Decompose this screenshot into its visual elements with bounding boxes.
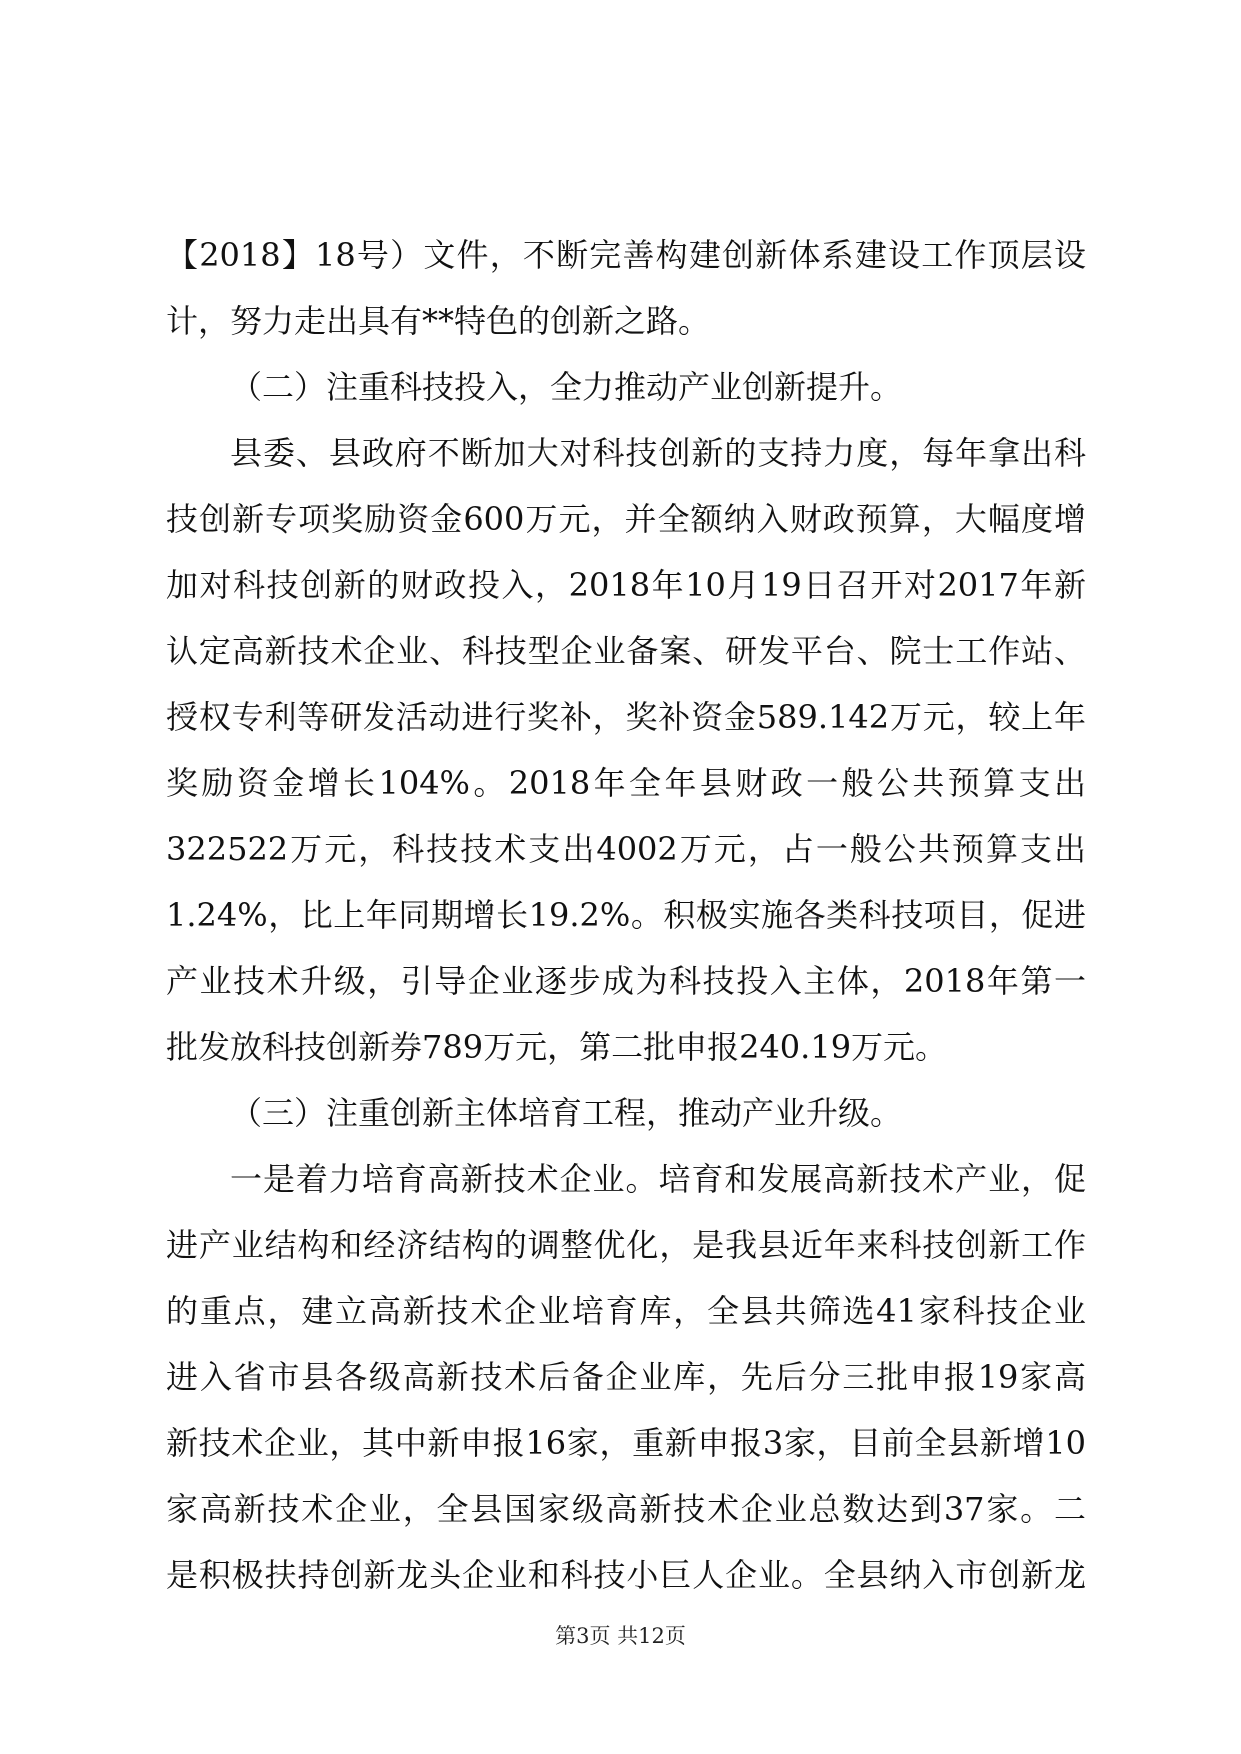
paragraph-line: 【2018】18号）文件，不断完善构建创新体系建设工作顶层设 [166, 236, 1086, 274]
paragraph-line: 的重点，建立高新技术企业培育库，全县共筛选41家科技企业 [166, 1292, 1086, 1330]
paragraph-line: 新技术企业，其中新申报16家，重新申报3家，目前全县新增10 [166, 1424, 1086, 1462]
document-body [166, 222, 1086, 1608]
paragraph-line: 授权专利等研发活动进行奖补，奖补资金589.142万元，较上年 [166, 698, 1086, 736]
paragraph-line: 是积极扶持创新龙头企业和科技小巨人企业。全县纳入市创新龙 [166, 1556, 1086, 1594]
paragraph-line: 进入省市县各级高新技术后备企业库，先后分三批申报19家高 [166, 1358, 1086, 1396]
paragraph-line: 一是着力培育高新技术企业。培育和发展高新技术产业，促 [230, 1160, 1086, 1198]
paragraph-line: 计，努力走出具有**特色的创新之路。 [166, 302, 711, 340]
section-heading: （二）注重科技投入，全力推动产业创新提升。 [230, 368, 903, 406]
paragraph-line: 家高新技术企业，全县国家级高新技术企业总数达到37家。二 [166, 1490, 1086, 1528]
paragraph-line: 进产业结构和经济结构的调整优化，是我县近年来科技创新工作 [166, 1226, 1086, 1264]
page-number-footer: 第3页 共12页 [555, 1624, 686, 1648]
section-heading: （三）注重创新主体培育工程，推动产业升级。 [230, 1094, 903, 1132]
paragraph-line: 认定高新技术企业、科技型企业备案、研发平台、院士工作站、 [166, 632, 1086, 670]
paragraph-line: 加对科技创新的财政投入，2018年10月19日召开对2017年新 [166, 566, 1086, 604]
paragraph-line: 产业技术升级，引导企业逐步成为科技投入主体，2018年第一 [166, 962, 1086, 1000]
paragraph-line: 322522万元，科技技术支出4002万元，占一般公共预算支出 [166, 830, 1086, 868]
paragraph-line: 奖励资金增长104%。2018年全年县财政一般公共预算支出 [166, 764, 1086, 802]
paragraph-line: 县委、县政府不断加大对科技创新的支持力度，每年拿出科 [230, 434, 1086, 472]
paragraph-line: 1.24%，比上年同期增长19.2%。积极实施各类科技项目，促进 [166, 896, 1086, 934]
paragraph-line: 技创新专项奖励资金600万元，并全额纳入财政预算，大幅度增 [166, 500, 1086, 538]
paragraph-line: 批发放科技创新券789万元，第二批申报240.19万元。 [166, 1028, 948, 1066]
